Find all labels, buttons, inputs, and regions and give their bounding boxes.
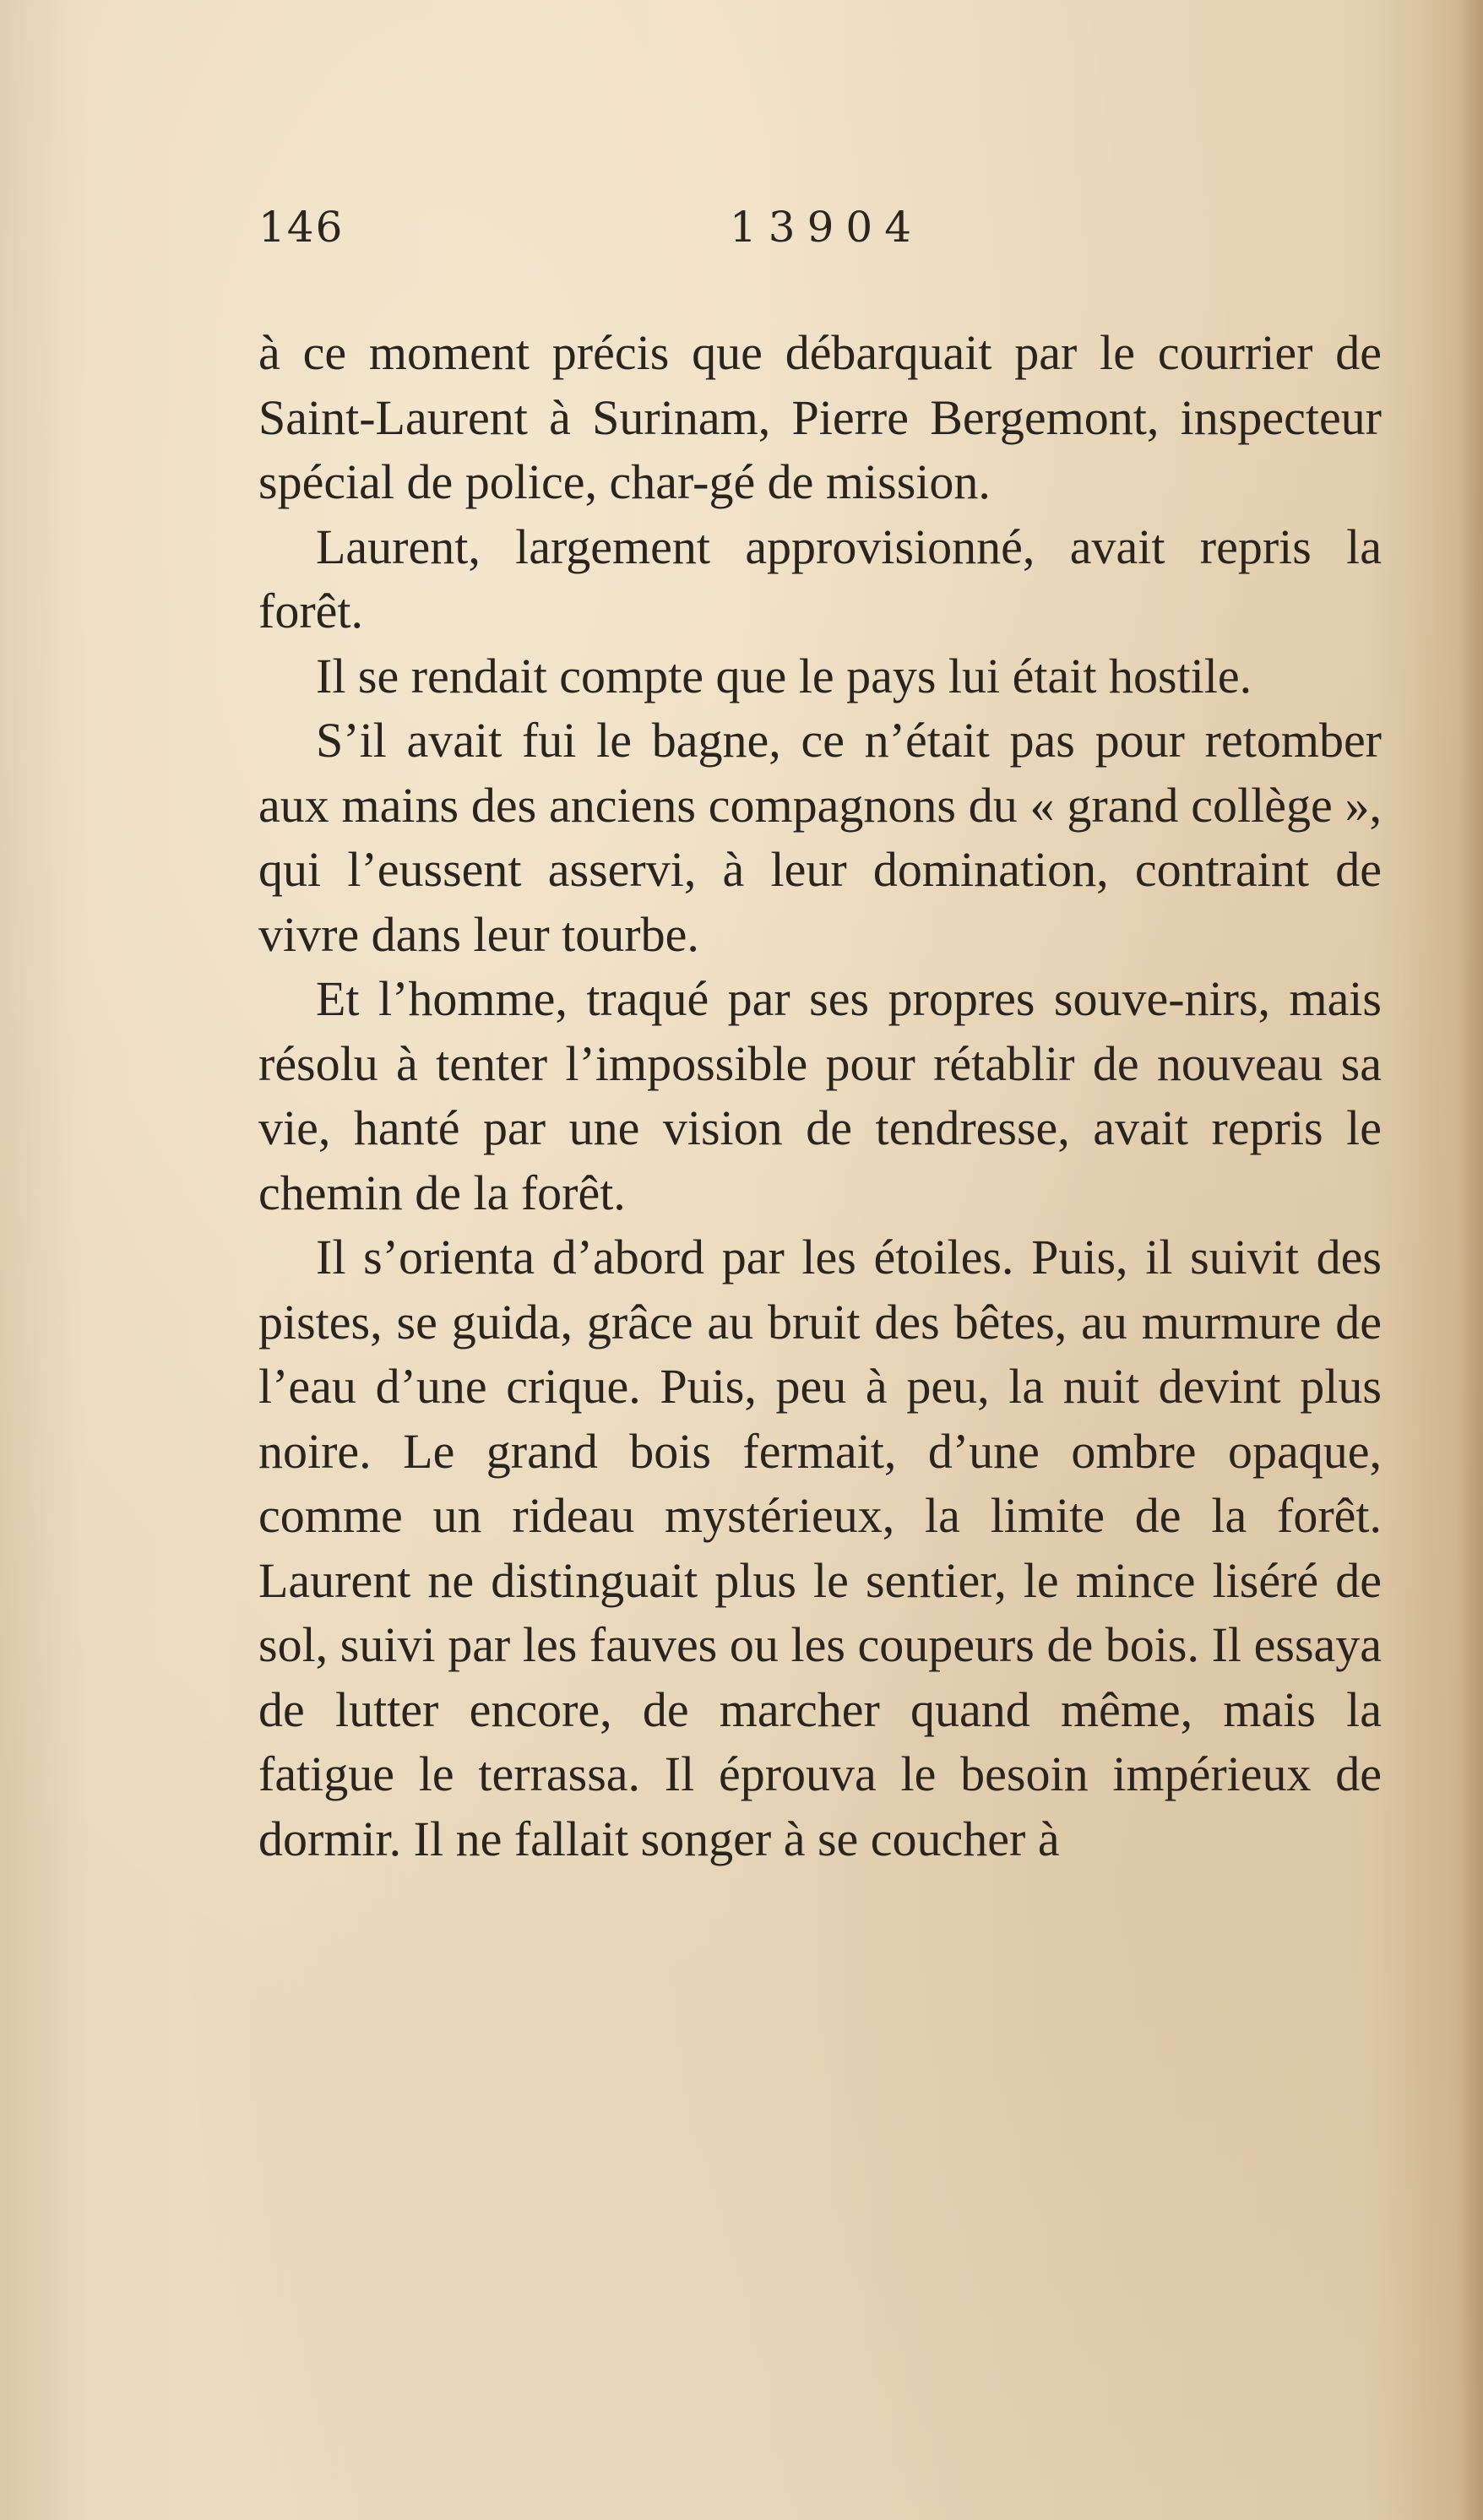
page-header [258,203,1382,270]
page-number: 146 [258,203,345,252]
body-text [258,321,1382,1871]
paragraph-2: Laurent, largement approvisionné, avait repris la forêt. [258,519,1382,638]
paragraph-1: à ce moment précis que débarquait par le courrier de Saint-Laurent à Surinam, Pierre Bergemont, inspecteur spécial de police, char-gé de mission. [258,325,1382,509]
running-head: 13904 [730,203,924,252]
paragraph-4: S’il avait fui le bagne, ce n’était pas pour retomber aux mains des anciens compagnons du « grand collège », qui l’eussent asservi, à leur domination, contraint de vivre dans leur tourbe. [258,713,1382,962]
paragraph-6: Il s’orienta d’abord par les étoiles. Puis, il suivit des pistes, se guida, grâce au bruit des bêtes, au murmure de l’eau d’une crique. Puis, peu à peu, la nuit devint plus noire. Le grand bois fermait, d’une ombre opaque, comme un rideau mystérieux, la limite de la forêt. Laurent ne distinguait plus le sentier, le mince liséré de sol, suivi par les fauves ou les coupeurs de bois. Il essaya de lutter encore, de marcher quand même, mais la fatigue le terrassa. Il éprouva le besoin impérieux de dormir. Il ne fallait songer à se coucher à [258,1230,1382,1866]
paragraph-5: Et l’homme, traqué par ses propres souve-nirs, mais résolu à tenter l’impossible pour rétablir de nouveau sa vie, hanté par une vision de tendresse, avait repris le chemin de la forêt. [258,971,1382,1220]
paragraph-3: Il se rendait compte que le pays lui était hostile. [316,648,1252,703]
page-edge-shadow [1458,0,1483,2520]
